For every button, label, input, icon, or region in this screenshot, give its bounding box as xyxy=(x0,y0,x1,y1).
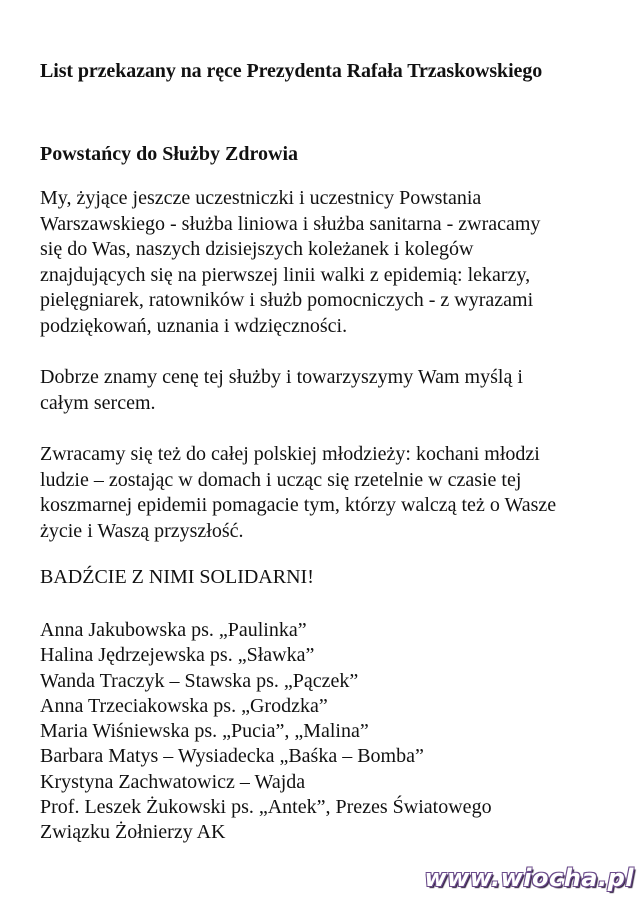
signature-line: Anna Trzeciakowska ps. „Grodzka” xyxy=(40,694,328,717)
signature-line: Krystyna Zachwatowicz – Wajda xyxy=(40,770,306,793)
paragraph-2 xyxy=(40,365,523,416)
signature-list xyxy=(40,618,492,846)
paragraph-line: koszmarnej epidemii pomagacie tym, którzy walczą też o Wasze xyxy=(40,494,557,516)
paragraph-line: Warszawskiego - służba liniowa i służba sanitarna - zwracamy xyxy=(40,212,541,235)
signature-line: Anna Jakubowska ps. „Paulinka” xyxy=(40,619,307,641)
paragraph-line: całym sercem. xyxy=(40,391,156,414)
site-watermark: www.wiocha.pl xyxy=(424,864,634,892)
paragraph-line: się do Was, naszych dzisiejszych koleżanek i kolegów xyxy=(40,238,474,260)
letter-heading: Powstańcy do Służby Zdrowia xyxy=(40,143,299,165)
signature-line: Wanda Traczyk – Stawska ps. „Pączek” xyxy=(40,669,359,692)
signature-line: Barbara Matys – Wysiadecka „Baśka – Bomba” xyxy=(40,745,424,768)
paragraph-line: My, żyjące jeszcze uczestniczki i uczestnicy Powstania xyxy=(40,187,482,209)
signature-line: Prof. Leszek Żukowski ps. „Antek”, Prezes Światowego xyxy=(40,796,492,819)
paragraph-3 xyxy=(40,442,556,544)
signature-line: Halina Jędrzejewska ps. „Sławka” xyxy=(40,644,315,667)
paragraph-line: znajdujących się na pierwszej linii walki z epidemią: lekarzy, xyxy=(40,263,531,286)
paragraph-line: podziękowań, uznania i wdzięczności. xyxy=(40,314,348,337)
paragraph-line: Dobrze znamy cenę tej służby i towarzyszymy Wam myślą i xyxy=(40,366,523,388)
paragraph-line: Zwracamy się też do całej polskiej młodzieży: kochani młodzi xyxy=(40,443,540,465)
paragraph-line: pielęgniarek, ratowników i służb pomocniczych - z wyrazami xyxy=(40,289,534,311)
paragraph-line: życie i Waszą przyszłość. xyxy=(40,519,244,542)
signature-line: Związku Żołnierzy AK xyxy=(40,821,226,844)
solidarity-appeal: BADŹCIE Z NIMI SOLIDARNI! xyxy=(40,566,314,588)
signature-line: Maria Wiśniewska ps. „Pucia”, „Malina” xyxy=(40,720,369,743)
paragraph-line: ludzie – zostając w domach i ucząc się rzetelnie w czasie tej xyxy=(40,468,522,491)
letter-title: List przekazany na ręce Prezydenta Rafała Trzaskowskiego xyxy=(40,60,543,82)
paragraph-1 xyxy=(40,186,540,339)
